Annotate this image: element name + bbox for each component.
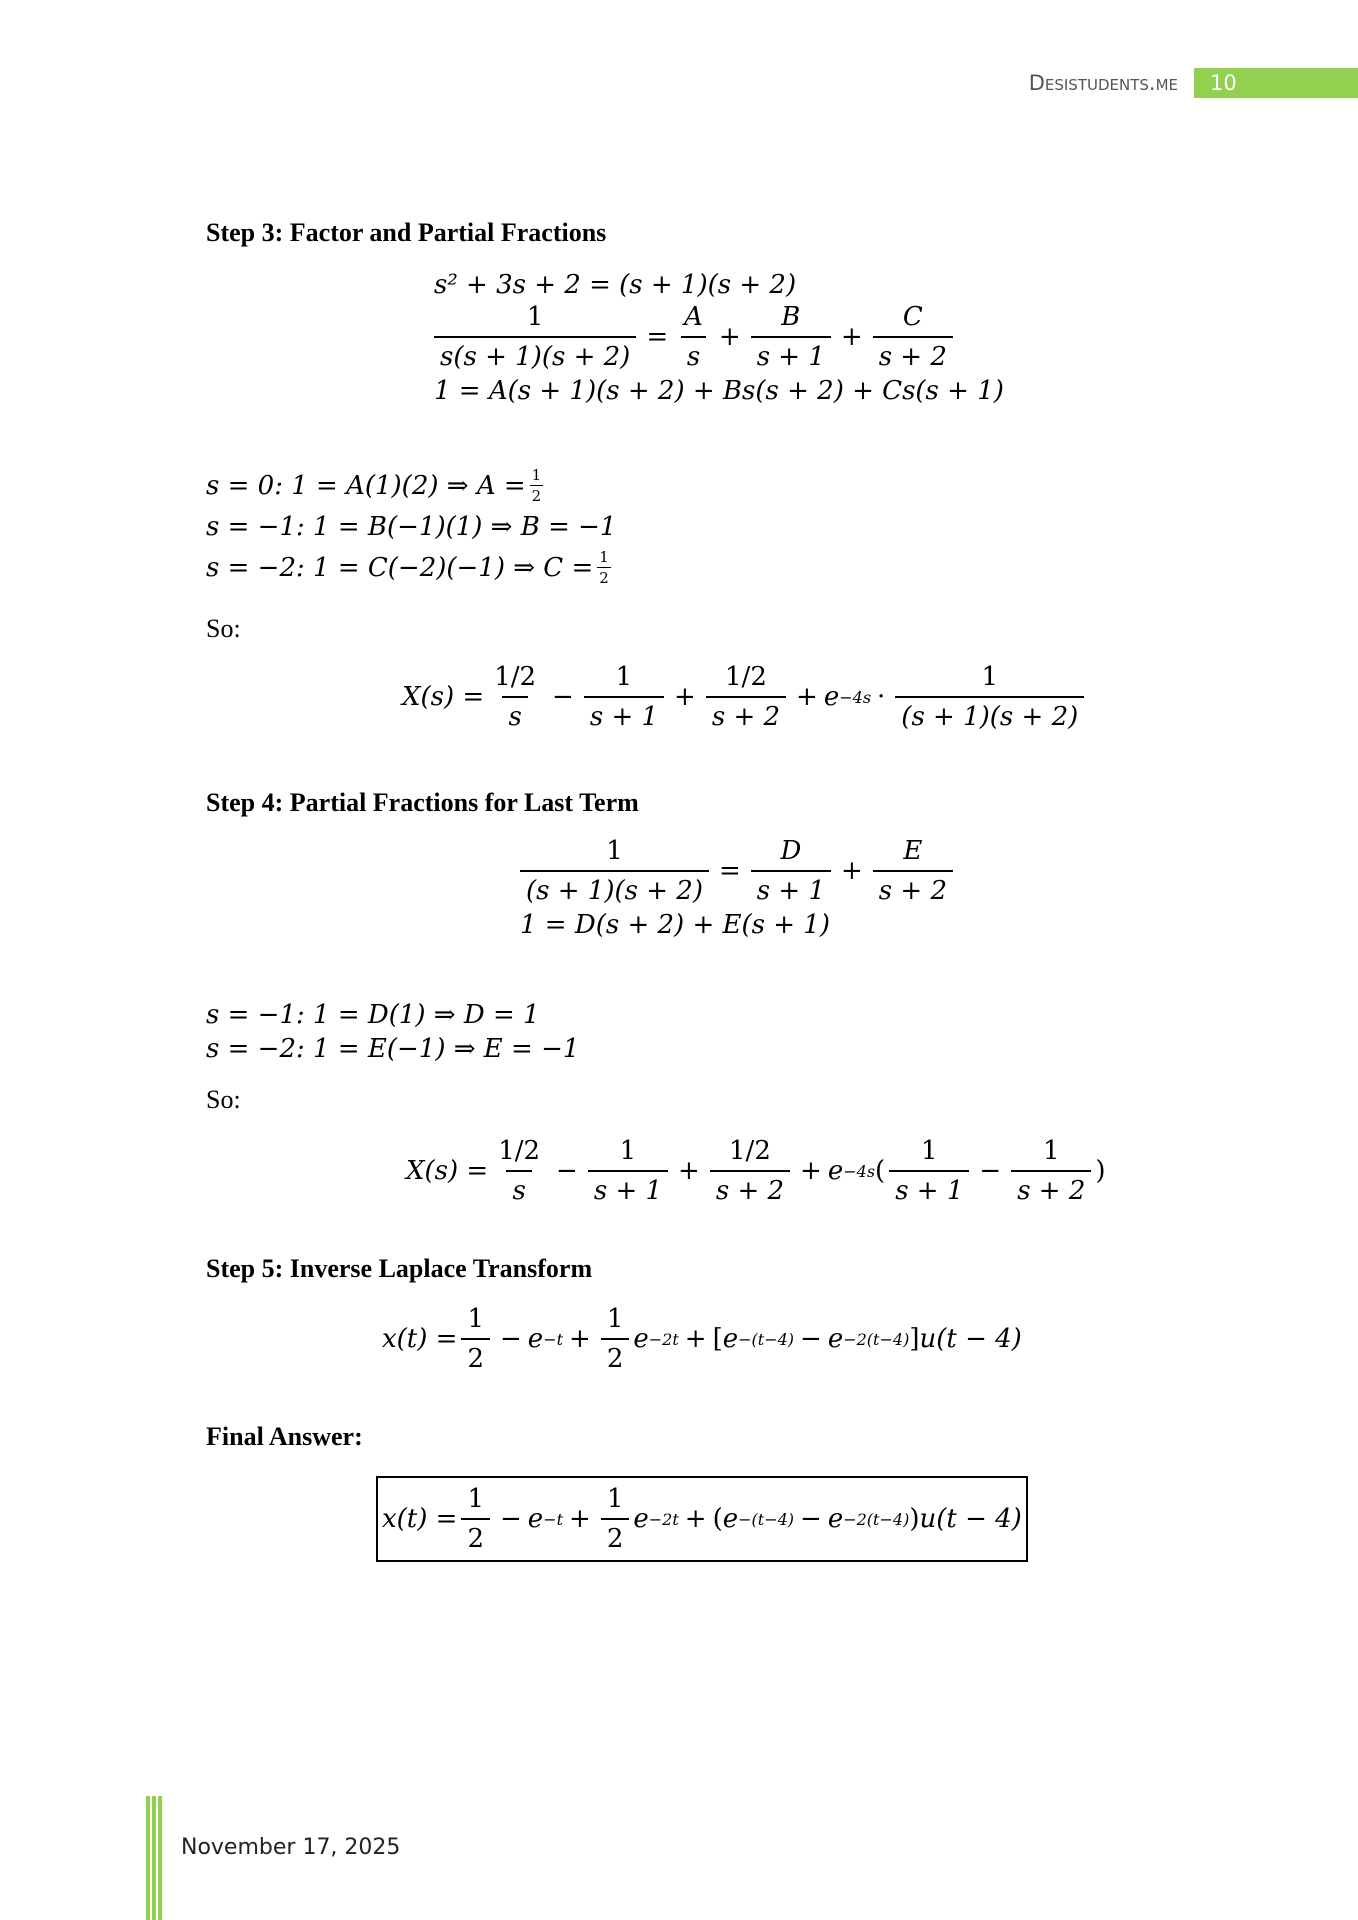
step3-heading: Step 3: Factor and Partial Fractions bbox=[206, 218, 607, 247]
frac-half: $\frac{1}{2}$ bbox=[599, 548, 609, 587]
substitution-E: s = −2: 1 = E(−1) ⇒ E = −1 bbox=[206, 1034, 580, 1064]
xs-equation-2: X(s) = $\frac{1/2}{s}$ − $\frac{1}{s + 1}$ + $\frac{1/2}{s + 2}$ + e −4s ( $\frac{1}{s + 1}$ − $\frac{1}{s + 2}$ ) bbox=[406, 1136, 1106, 1206]
frac-A: $\frac{A}{s}$ bbox=[678, 302, 709, 372]
identity-equation: 1 = A(s + 1)(s + 2) + Bs(s + 2) + Cs(s + 1) bbox=[434, 376, 1004, 406]
factor-equation bbox=[434, 270, 796, 300]
so-label-2: So: bbox=[206, 1085, 241, 1114]
step4-heading: Step 4: Partial Fractions for Last Term bbox=[206, 788, 639, 817]
frac-lhs: $\frac{1}{s(s + 1)(s + 2)}$ bbox=[434, 302, 636, 372]
page-header bbox=[1029, 68, 1358, 98]
site-name: Desistudents.me bbox=[1028, 71, 1178, 95]
substitution-D: s = −1: 1 = D(1) ⇒ D = 1 bbox=[206, 1000, 540, 1030]
substitution-A: s = 0: 1 = A(1)(2) ⇒ A = $\frac{1}{2}$ bbox=[206, 466, 542, 505]
substitution-C: s = −2: 1 = C(−2)(−1) ⇒ C = $\frac{1}{2}$ bbox=[206, 548, 609, 587]
factor-eq-text: s² + 3s + 2 = (s + 1)(s + 2) bbox=[434, 270, 797, 300]
frac-half: $\frac{1}{2}$ bbox=[531, 466, 542, 505]
footer-decoration bbox=[146, 1796, 162, 1920]
footer-date: November 17, 2025 bbox=[181, 1835, 401, 1860]
partial-fraction-equation: $\frac{1}{s(s + 1)(s + 2)}$ = $\frac{A}{s}$ + $\frac{B}{s + 1}$ + $\frac{C}{s + 2}$ bbox=[434, 302, 957, 372]
final-answer-box: x(t) = $\frac{1}{2}$ − e −t + $\frac{1}{2}$ e −2t + ( e −(t−4) − e −2(t−4) ) u(t − 4) bbox=[376, 1476, 1028, 1562]
step4-partial-fraction: $\frac{1}{(s + 1)(s + 2)}$ = $\frac{D}{s + 1}$ + $\frac{E}{s + 2}$ bbox=[520, 836, 957, 906]
inverse-laplace-equation: x(t) = $\frac{1}{2}$ − e −t + $\frac{1}{2}$ e −2t + [ e −(t−4) − e −2(t−4) ] u(t − 4) bbox=[382, 1304, 1022, 1374]
frac-B: $\frac{B}{s + 1}$ bbox=[751, 302, 831, 372]
so-label: So: bbox=[206, 614, 241, 643]
final-heading: Final Answer: bbox=[206, 1422, 363, 1451]
substitution-B: s = −1: 1 = B(−1)(1) ⇒ B = −1 bbox=[206, 512, 617, 542]
frac-C: $\frac{C}{s + 2}$ bbox=[873, 302, 953, 372]
step5-heading: Step 5: Inverse Laplace Transform bbox=[206, 1254, 593, 1283]
xs-equation-1: X(s) = $\frac{1/2}{s}$ − $\frac{1}{s + 1}$ + $\frac{1/2}{s + 2}$ + e −4s · $\frac{1}{(s + 1)(s + 2)}$ bbox=[402, 662, 1088, 732]
step4-identity: 1 = D(s + 2) + E(s + 1) bbox=[520, 910, 830, 940]
page-number: 10 bbox=[1194, 68, 1358, 98]
